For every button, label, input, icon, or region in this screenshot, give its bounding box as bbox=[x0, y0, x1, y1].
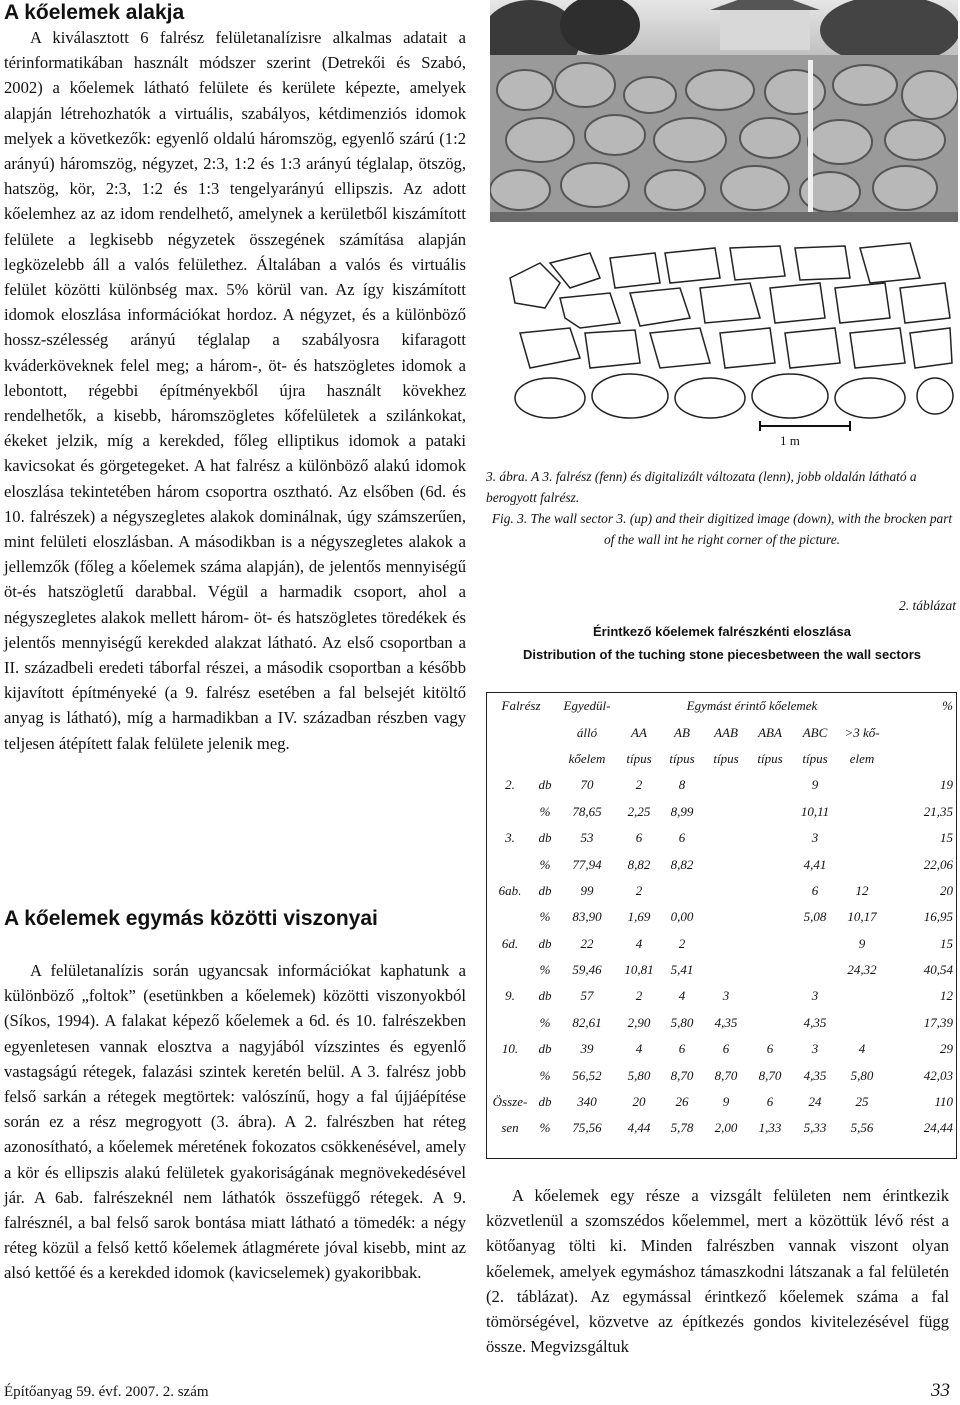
scale-label: 1 m bbox=[780, 433, 800, 448]
table-row bbox=[486, 772, 957, 798]
table-cell: 53 bbox=[580, 830, 594, 846]
row-unit: % bbox=[539, 1120, 551, 1136]
header-group: Egymást érintő kőelemek bbox=[686, 698, 818, 714]
table-cell: 1,69 bbox=[627, 909, 651, 925]
table-cell bbox=[748, 772, 792, 798]
wall-digitized-sketch bbox=[490, 238, 958, 448]
table-cell: 2,25 bbox=[627, 803, 651, 819]
table-cell: 5,78 bbox=[670, 1120, 694, 1136]
table-cell: 99 bbox=[580, 882, 594, 898]
row-sector: 9. bbox=[505, 988, 515, 1004]
table-cell: 0,00 bbox=[670, 909, 694, 925]
table-cell bbox=[704, 772, 748, 798]
table-cell: 5,56 bbox=[850, 1120, 874, 1136]
table-cell: 9 bbox=[722, 1094, 730, 1110]
header-egyedul-3: kőelem bbox=[568, 750, 606, 766]
table-cell: 8,82 bbox=[670, 856, 694, 872]
figure-caption bbox=[486, 466, 958, 550]
table-cell bbox=[748, 825, 792, 851]
table-cell: 83,90 bbox=[572, 909, 602, 925]
table-cell: 5,33 bbox=[803, 1120, 827, 1136]
table-row bbox=[486, 825, 957, 851]
row-unit: db bbox=[538, 988, 552, 1004]
table-cell: 82,61 bbox=[572, 1014, 602, 1030]
table-cell: 78,65 bbox=[572, 803, 602, 819]
table-cell: 75,56 bbox=[572, 1120, 602, 1136]
table-row bbox=[486, 983, 957, 1009]
table-cell: 2,00 bbox=[714, 1120, 738, 1136]
table-cell: 5,80 bbox=[627, 1067, 651, 1083]
table-cell: 22,06 bbox=[923, 856, 953, 872]
table-row bbox=[486, 931, 957, 957]
header-type-aa-sub: típus bbox=[626, 750, 652, 766]
table-cell: 8,99 bbox=[670, 803, 694, 819]
table-cell: 2,90 bbox=[627, 1014, 651, 1030]
table-cell: 4 bbox=[678, 988, 686, 1004]
table-cell: 6 bbox=[811, 882, 819, 898]
table-cell bbox=[704, 904, 748, 930]
table-cell: 25 bbox=[855, 1094, 869, 1110]
table-cell: 3 bbox=[811, 830, 819, 846]
header-type-ab-sub: típus bbox=[669, 750, 695, 766]
table-cell: 8,82 bbox=[627, 856, 651, 872]
distribution-table bbox=[486, 693, 957, 1142]
row-unit: db bbox=[538, 1041, 552, 1057]
table-cell: 56,52 bbox=[572, 1067, 602, 1083]
table-cell: 42,03 bbox=[923, 1067, 953, 1083]
table-cell: 15 bbox=[940, 935, 953, 951]
table-cell: 4,35 bbox=[714, 1014, 738, 1030]
figure-caption-hu: 3. ábra. A 3. falrész (fenn) és digitalizált változata (lenn), jobb oldalán látható a berogyott falrész. bbox=[486, 469, 917, 505]
row-unit: db bbox=[538, 935, 552, 951]
table-cell bbox=[838, 799, 886, 825]
table-cell: 4,44 bbox=[627, 1120, 651, 1136]
table-cell: 6 bbox=[766, 1041, 774, 1057]
table-cell bbox=[748, 904, 792, 930]
table-cell: 4,35 bbox=[803, 1014, 827, 1030]
table-cell: 29 bbox=[940, 1041, 953, 1057]
body-paragraph-relations: A felületanalízis során ugyancsak információkat kaphatunk a különböző „foltok” (esetünkben a kőelemek) közötti viszonyokból (Síkos, 1994). A falakat képező kőelemek a 6d. és 10. falrészekben egyenletesen vannak elosztva a nagyjából vízszintes és egyenlő vastagságú rétegek, falazási szintek keretén belül. A 3. falrész jobb felső sarkán a rétegek megtörtek: valószínű, hogy a fal újjáépítése során ez a rész megrogyott (3. ábra). A 2. falrészben hat réteg azonosítható, a kőelemek méretének fokozatos csökkenésével, amely a kör és ellipszis alakú felületek gyakoriságának megnövekedésével jár. A 6ab. falrészeknél nem láthatók összefüggő rétegek. A 9. falrésznél, a bal felső sarok bontása miatt látható a tömedék: a négy réteg közül a felső kettő kőelemek átlagmérete jóval kisebb, mint az alsó kettőé és a kerekded idomok (kavicselemek) gyakoribbak. bbox=[4, 961, 466, 1283]
header-type-aab: AAB bbox=[714, 724, 738, 740]
table-cell: 2 bbox=[678, 935, 686, 951]
table-cell bbox=[660, 878, 704, 904]
table-cell: 6 bbox=[678, 1041, 686, 1057]
table-cell: 8,70 bbox=[670, 1067, 694, 1083]
table-cell bbox=[838, 772, 886, 798]
table-cell: 77,94 bbox=[572, 856, 602, 872]
table-cell: 2 bbox=[635, 988, 643, 1004]
table-cell: 40,54 bbox=[923, 962, 953, 978]
table-cell: 24,44 bbox=[923, 1120, 953, 1136]
table-cell: 22 bbox=[580, 935, 594, 951]
table-cell bbox=[838, 1010, 886, 1036]
table-cell: 10,17 bbox=[847, 909, 877, 925]
table-cell bbox=[748, 931, 792, 957]
table-row bbox=[486, 851, 957, 877]
table-cell: 70 bbox=[580, 777, 594, 793]
row-sector bbox=[486, 799, 534, 825]
table-header-row-1 bbox=[486, 693, 957, 719]
row-unit: % bbox=[539, 856, 551, 872]
table-cell: 5,08 bbox=[803, 909, 827, 925]
table-cell: 6 bbox=[766, 1094, 774, 1110]
table-cell: 6 bbox=[722, 1041, 730, 1057]
row-sector bbox=[486, 1062, 534, 1088]
table-cell: 5,80 bbox=[850, 1067, 874, 1083]
table-cell: 1,33 bbox=[758, 1120, 782, 1136]
row-sector: sen bbox=[501, 1120, 519, 1136]
table-cell: 4,35 bbox=[803, 1067, 827, 1083]
table-cell: 10,81 bbox=[624, 962, 654, 978]
header-type-3plus: >3 kő- bbox=[844, 724, 880, 740]
row-sector: 3. bbox=[505, 830, 515, 846]
table-header-row-3 bbox=[486, 746, 957, 772]
table-cell: 9 bbox=[858, 935, 866, 951]
table-cell: 110 bbox=[934, 1094, 953, 1110]
table-cell: 20 bbox=[632, 1094, 646, 1110]
row-unit: % bbox=[539, 1067, 551, 1083]
table-row bbox=[486, 1115, 957, 1141]
table-cell bbox=[838, 825, 886, 851]
table-cell bbox=[748, 851, 792, 877]
row-sector bbox=[486, 957, 534, 983]
header-percent: % bbox=[942, 698, 953, 714]
table-cell: 4 bbox=[635, 1041, 643, 1057]
table-row bbox=[486, 904, 957, 930]
table-cell: 15 bbox=[940, 830, 953, 846]
header-egyedul-1: Egyedül- bbox=[563, 698, 611, 714]
table-cell: 4 bbox=[635, 935, 643, 951]
table-cell: 24,32 bbox=[847, 962, 877, 978]
body-paragraph-shape: A kiválasztott 6 falrész felületanalízisre alkalmas adatait a térinformatikában használt módszer szerint (Detrekői és Szabó, 2002) a kőelemek látható felülete és kerülete képezte, amelyek alapján létrehozhatók a virtuális, szabályos, kétdimenziós idomok melyek a következők: egyenlő oldalú háromszög, egyenlő szárú (1:2 arányú) háromszög, négyzet, 2:3, 1:2 és 1:3 arányú téglalap, ötszög, hatszög, kör, 2:3, 1:2 és 1:3 tengelyarányú ellipszis. Az adott kőelemhez az az idom rendelhető, amelynek a kerületből kiszámított felülete a legkisebb négyzetek összegének számítása alapján legközelebb áll a valós felülethez. Általában a valós és virtuális felület közötti különbség max. 5% körül van. Az így kiszámított idomok eloszlása információkat hordoz. A négyzet, és a különböző hossz-szélesség arányú téglalap a szabályosra kifaragott kváderköveknek felel meg; a három-, öt- és hatszögletes idomok a lebontott, régebbi építményekből újra használt kövekhez rendelhetők, a kisebb, háromszögletes kőfelületek a szilánkokat, ékeket jelzik, míg a kerekded, főleg elliptikus idomok a pataki kavicsokat és görgetegeket. A hat falrész a különböző alakú idomok eloszlása tekintetében három csoportra osztható. Az elsőben (6d. és 10. falrészek) a négyszegletes alakok dominálnak, úgy számszerűen, mint felületi eloszlásban. A másodikban is a négyszegletes alakok a jellemzők (főleg a kőelemek száma alapján), de jelentős mennyiségű öt-és hatszögletű darabbal. Végül a harmadik csoport, ahol a négyszegletes alakok mellett három- öt- és hatszögletes töredékek és jelentős mennyiségű kerekded alakzat látható. Az első csoportban a II. századbeli eredeti táborfal részei, a második csoportban a később kijavított építményeké (a 9. falrész esetében a fal belsejét kitöltő anyag is látható), míg a harmadikban a IV. században részben vagy teljesen átépített falak felülete jelenik meg. bbox=[4, 28, 466, 753]
table-row bbox=[486, 878, 957, 904]
table-cell: 12 bbox=[855, 882, 869, 898]
table-cell bbox=[704, 931, 748, 957]
header-falresz: Falrész bbox=[501, 698, 541, 714]
table-title-hu: Érintkező kőelemek falrészkénti eloszlása bbox=[593, 624, 851, 639]
table-cell: 10,11 bbox=[800, 803, 830, 819]
table-cell: 9 bbox=[811, 777, 819, 793]
table-cell bbox=[792, 957, 838, 983]
table-cell: 16,95 bbox=[923, 909, 953, 925]
table-cell bbox=[748, 983, 792, 1009]
footer-journal: Építőanyag 59. évf. 2007. 2. szám bbox=[4, 1384, 209, 1400]
table-cell: 26 bbox=[675, 1094, 689, 1110]
table-cell: 4,41 bbox=[803, 856, 827, 872]
table-cell bbox=[792, 931, 838, 957]
row-sector bbox=[486, 904, 534, 930]
table-cell: 3 bbox=[811, 988, 819, 1004]
table-cell bbox=[704, 825, 748, 851]
row-unit: % bbox=[539, 1014, 551, 1030]
section-title-stone-relations: A kőelemek egymás közötti viszonyai bbox=[4, 907, 378, 930]
row-sector: 10. bbox=[501, 1041, 519, 1057]
body-paragraph-right: A kőelemek egy része a vizsgált felületen nem érintkezik közvetlenül a szomszédos kőelemmel, mert a közöttük lévő rést a kötőanyag tölti ki. Minden falrészben vannak viszont olyan kőelemek, amelyek egymáshoz támaszkodni látszanak a fal felületén (2. táblázat). Az egymással érintkező kőelemek száma a fal tömörségével, közvetve az építkezés gondos kivitelezésével függ össze. Megvizsgáltuk bbox=[486, 1186, 949, 1357]
row-unit: % bbox=[539, 909, 551, 925]
table-row bbox=[486, 1089, 957, 1115]
header-type-aa: AA bbox=[631, 724, 647, 740]
header-type-abc-sub: típus bbox=[802, 750, 828, 766]
row-unit: db bbox=[538, 830, 552, 846]
row-unit: % bbox=[539, 803, 551, 819]
table-cell: 6 bbox=[678, 830, 686, 846]
table-cell bbox=[704, 851, 748, 877]
wall-photo bbox=[490, 0, 958, 222]
header-type-3plus-sub: elem bbox=[849, 750, 875, 766]
table-cell: 39 bbox=[580, 1041, 594, 1057]
table-cell bbox=[748, 957, 792, 983]
table-row bbox=[486, 957, 957, 983]
table-cell: 5,80 bbox=[670, 1014, 694, 1030]
table-header-row-2 bbox=[486, 719, 957, 745]
table-row bbox=[486, 1036, 957, 1062]
table-cell: 57 bbox=[580, 988, 594, 1004]
row-unit: db bbox=[538, 777, 552, 793]
table-title-en: Distribution of the tuching stone piecesbetween the wall sectors bbox=[522, 647, 921, 662]
table-cell: 3 bbox=[722, 988, 730, 1004]
table-cell: 21,35 bbox=[923, 803, 953, 819]
row-sector: Össze- bbox=[492, 1094, 528, 1110]
table-cell bbox=[838, 983, 886, 1009]
header-type-aba-sub: típus bbox=[757, 750, 783, 766]
header-type-abc: ABC bbox=[802, 724, 828, 740]
table-cell bbox=[748, 878, 792, 904]
table-row bbox=[486, 1010, 957, 1036]
table-row bbox=[486, 799, 957, 825]
table-row bbox=[486, 1062, 957, 1088]
row-unit: db bbox=[538, 882, 552, 898]
table-cell: 5,41 bbox=[670, 962, 694, 978]
table-cell: 17,39 bbox=[923, 1014, 953, 1030]
table-cell: 8 bbox=[678, 777, 686, 793]
table-cell: 24 bbox=[808, 1094, 822, 1110]
table-cell: 2 bbox=[635, 777, 643, 793]
table-cell bbox=[704, 957, 748, 983]
row-unit: % bbox=[539, 962, 551, 978]
table-cell bbox=[704, 878, 748, 904]
table-cell: 12 bbox=[940, 988, 953, 1004]
row-sector: 6d. bbox=[501, 935, 519, 951]
table-cell bbox=[748, 1010, 792, 1036]
table-cell: 2 bbox=[635, 882, 643, 898]
header-type-aba: ABA bbox=[758, 724, 782, 740]
row-sector bbox=[486, 851, 534, 877]
row-sector bbox=[486, 1010, 534, 1036]
table-cell bbox=[748, 799, 792, 825]
section-title-stone-shape: A kőelemek alakja bbox=[4, 1, 185, 24]
table-cell: 6 bbox=[635, 830, 643, 846]
header-type-ab: AB bbox=[674, 724, 690, 740]
table-cell: 59,46 bbox=[572, 962, 602, 978]
table-cell: 8,70 bbox=[714, 1067, 738, 1083]
page-number: 33 bbox=[931, 1380, 950, 1401]
table-cell: 3 bbox=[811, 1041, 819, 1057]
row-unit: db bbox=[538, 1094, 552, 1110]
table-cell: 8,70 bbox=[758, 1067, 782, 1083]
table-cell bbox=[838, 851, 886, 877]
table-cell: 4 bbox=[858, 1041, 866, 1057]
table-body bbox=[486, 772, 957, 1141]
table-cell bbox=[704, 799, 748, 825]
row-sector: 2. bbox=[505, 777, 515, 793]
header-type-aab-sub: típus bbox=[713, 750, 739, 766]
table-label: 2. táblázat bbox=[898, 598, 956, 613]
table-cell: 19 bbox=[940, 777, 953, 793]
row-sector: 6ab. bbox=[498, 882, 522, 898]
figure-caption-en: Fig. 3. The wall sector 3. (up) and their digitized image (down), with the brocken part of the wall int he right corner of the picture. bbox=[491, 511, 953, 547]
table-cell: 20 bbox=[940, 882, 953, 898]
header-egyedul-2: álló bbox=[576, 724, 598, 740]
table-cell: 340 bbox=[577, 1094, 597, 1110]
